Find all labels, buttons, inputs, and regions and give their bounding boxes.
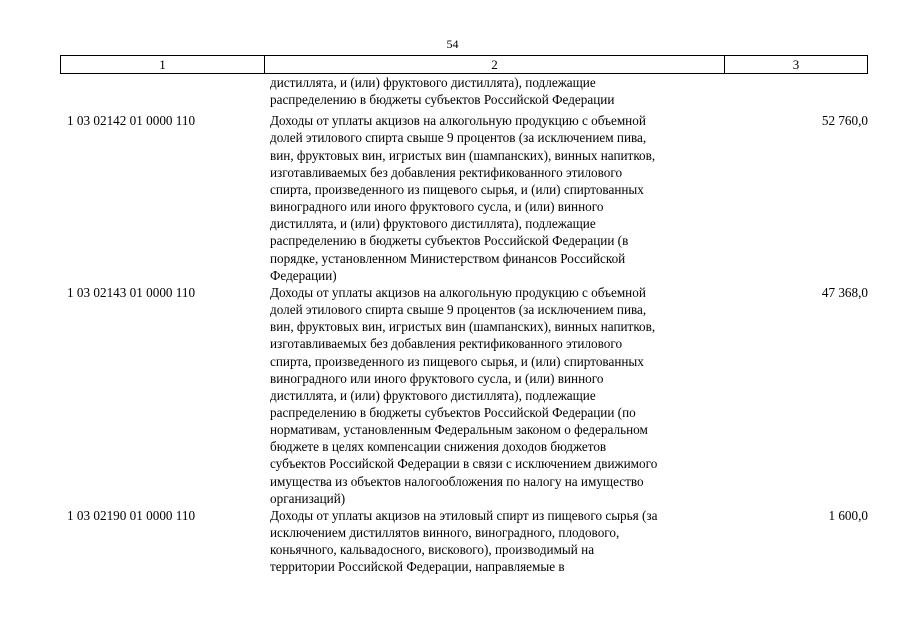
table-body xyxy=(60,74,868,576)
description-line: изготавливаемых без добавления ректификованного этилового xyxy=(270,164,623,180)
description-line: спирта, произведенного из пищевого сырья, и (или) спиртованных xyxy=(270,181,644,197)
description-line: коньячного, кальвадосного, вискового), производимый на xyxy=(270,542,595,558)
income-amount: 47 368,0 xyxy=(821,284,868,300)
description-line: нормативам, установленным Федеральным законом о федеральном xyxy=(270,422,648,438)
description-line: организаций) xyxy=(270,490,346,506)
income-description xyxy=(270,74,740,108)
description-line: территории Российской Федерации, направляемые в xyxy=(270,559,565,575)
description-line: долей этилового спирта свыше 9 процентов (за исключением пива, xyxy=(270,302,647,318)
description-line: Доходы от уплаты акцизов на алкогольную продукцию с объемной xyxy=(270,113,646,129)
description-line: дистиллята, и (или) фруктового дистиллята), подлежащие xyxy=(270,387,596,403)
description-line: бюджете в целях компенсации снижения доходов бюджетов xyxy=(270,439,607,455)
income-code xyxy=(60,74,270,108)
page-number: 54 xyxy=(446,37,459,51)
table-header-row xyxy=(60,55,868,74)
description-line: распределению в бюджеты субъектов Российской Федерации xyxy=(270,92,615,108)
description-line: вин, фруктовых вин, игристых вин (шампанских), винных напитков, xyxy=(270,147,656,163)
table-row xyxy=(60,284,868,507)
table-row xyxy=(60,507,868,576)
description-line: дистиллята, и (или) фруктового дистиллята), подлежащие xyxy=(270,75,596,90)
description-line: субъектов Российской Федерации в связи с исключением движимого xyxy=(270,456,658,472)
description-line: Доходы от уплаты акцизов на этиловый спирт из пищевого сырья (за xyxy=(270,507,658,523)
description-line: виноградного или иного фруктового сусла, и (или) винного xyxy=(270,370,604,386)
column-header-3: 3 xyxy=(792,57,800,72)
description-line: вин, фруктовых вин, игристых вин (шампанских), винных напитков, xyxy=(270,319,656,335)
income-amount xyxy=(740,74,868,108)
income-code: 1 03 02142 01 0000 110 xyxy=(67,113,196,129)
description-line: Федерации) xyxy=(270,267,337,283)
income-code: 1 03 02143 01 0000 110 xyxy=(67,284,196,300)
income-code: 1 03 02190 01 0000 110 xyxy=(67,507,196,523)
income-description xyxy=(270,112,740,284)
description-line: изготавливаемых без добавления ректификованного этилового xyxy=(270,336,623,352)
description-line: дистиллята, и (или) фруктового дистиллята), подлежащие xyxy=(270,216,596,232)
description-line: распределению в бюджеты субъектов Российской Федерации (по xyxy=(270,404,636,420)
income-amount: 1 600,0 xyxy=(828,507,868,523)
income-description xyxy=(270,284,740,507)
description-line: спирта, произведенного из пищевого сырья, и (или) спиртованных xyxy=(270,353,644,369)
column-header-1: 1 xyxy=(61,56,265,73)
description-line: исключением дистиллятов винного, виноградного, плодового, xyxy=(270,525,620,541)
table-row xyxy=(60,112,868,284)
description-line: порядке, установленном Министерством финансов Российской xyxy=(270,250,626,266)
description-line: долей этилового спирта свыше 9 процентов (за исключением пива, xyxy=(270,130,647,146)
income-amount: 52 760,0 xyxy=(821,113,868,129)
table-row-continued xyxy=(60,74,868,108)
description-line: имущества из объектов налогообложения по налогу на имущество xyxy=(270,473,644,489)
column-header-2: 2 xyxy=(265,56,725,73)
description-line: распределению в бюджеты субъектов Российской Федерации (в xyxy=(270,233,629,249)
income-description xyxy=(270,507,740,576)
description-line: Доходы от уплаты акцизов на алкогольную продукцию с объемной xyxy=(270,284,646,300)
description-line: виноградного или иного фруктового сусла, и (или) винного xyxy=(270,199,604,215)
